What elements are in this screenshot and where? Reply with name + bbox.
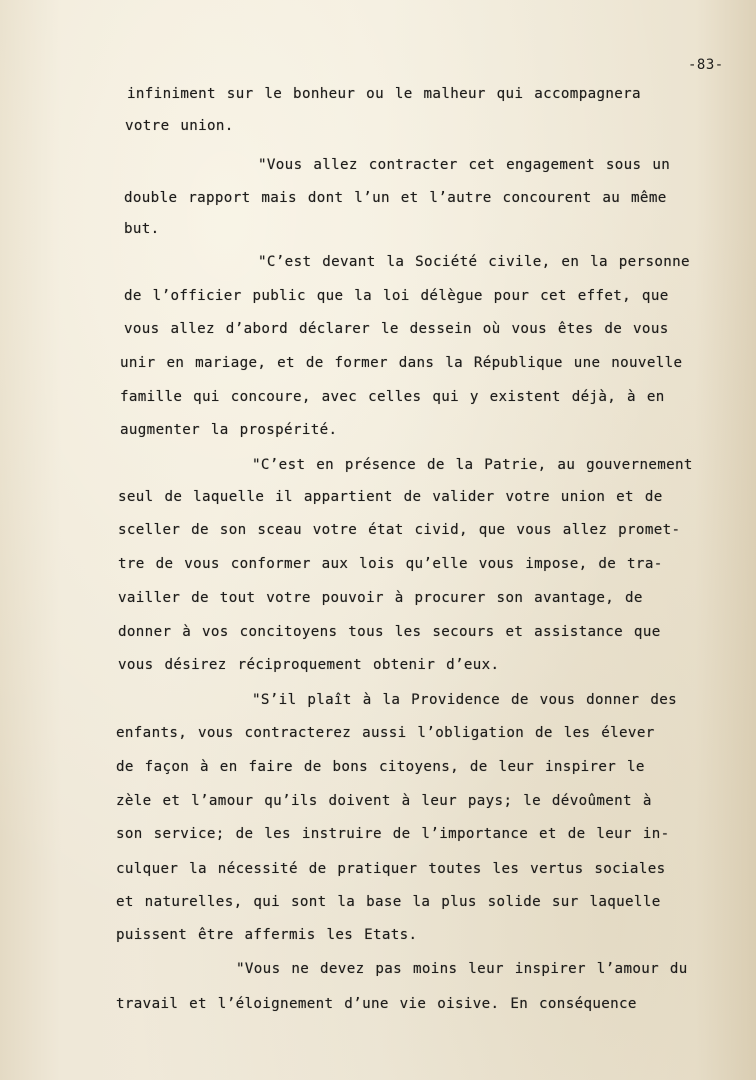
text-line: "S’il plaît à la Providence de vous donner des — [252, 692, 678, 708]
text-line: zèle et l’amour qu’ils doivent à leur pays; le dévoûment à — [116, 793, 652, 809]
text-line: double rapport mais dont l’un et l’autre concourent au même — [124, 190, 667, 206]
text-line: votre union. — [125, 118, 234, 134]
text-line: famille qui concoure, avec celles qui y existent déjà, à en — [120, 389, 665, 405]
text-line: vous désirez réciproquement obtenir d’eux. — [118, 657, 500, 673]
text-line: enfants, vous contracterez aussi l’obligation de les élever — [116, 725, 655, 741]
text-line: donner à vos concitoyens tous les secours et assistance que — [118, 624, 661, 640]
text-line: de façon à en faire de bons citoyens, de leur inspirer le — [116, 759, 645, 775]
page-number: -83- — [688, 57, 724, 73]
text-line: tre de vous conformer aux lois qu’elle vous impose, de tra- — [118, 556, 663, 572]
text-line: et naturelles, qui sont la base la plus solide sur laquelle — [116, 894, 661, 910]
text-line: "C’est en présence de la Patrie, au gouvernement — [252, 457, 693, 473]
text-line: augmenter la prospérité. — [120, 422, 338, 438]
text-line: vailler de tout votre pouvoir à procurer son avantage, de — [118, 590, 643, 606]
text-line: seul de laquelle il appartient de valider votre union et de — [118, 489, 663, 505]
text-line: sceller de son sceau votre état civid, que vous allez promet- — [118, 522, 681, 538]
text-line: unir en mariage, et de former dans la République une nouvelle — [120, 355, 683, 371]
text-line: infiniment sur le bonheur ou le malheur qui accompagnera — [127, 86, 641, 102]
text-line: culquer la nécessité de pratiquer toutes les vertus sociales — [116, 861, 666, 877]
text-line: son service; de les instruire de l’importance et de leur in- — [116, 826, 670, 842]
text-line: but. — [124, 221, 160, 237]
text-line: "Vous ne devez pas moins leur inspirer l’amour du — [236, 961, 688, 977]
text-line: puissent être affermis les Etats. — [116, 927, 418, 943]
text-line: vous allez d’abord déclarer le dessein où vous êtes de vous — [124, 321, 669, 337]
text-line: de l’officier public que la loi délègue pour cet effet, que — [124, 288, 669, 304]
text-line: "Vous allez contracter cet engagement sous un — [258, 157, 671, 173]
text-line: travail et l’éloignement d’une vie oisive. En conséquence — [116, 996, 637, 1012]
text-line: "C’est devant la Société civile, en la personne — [258, 254, 690, 270]
